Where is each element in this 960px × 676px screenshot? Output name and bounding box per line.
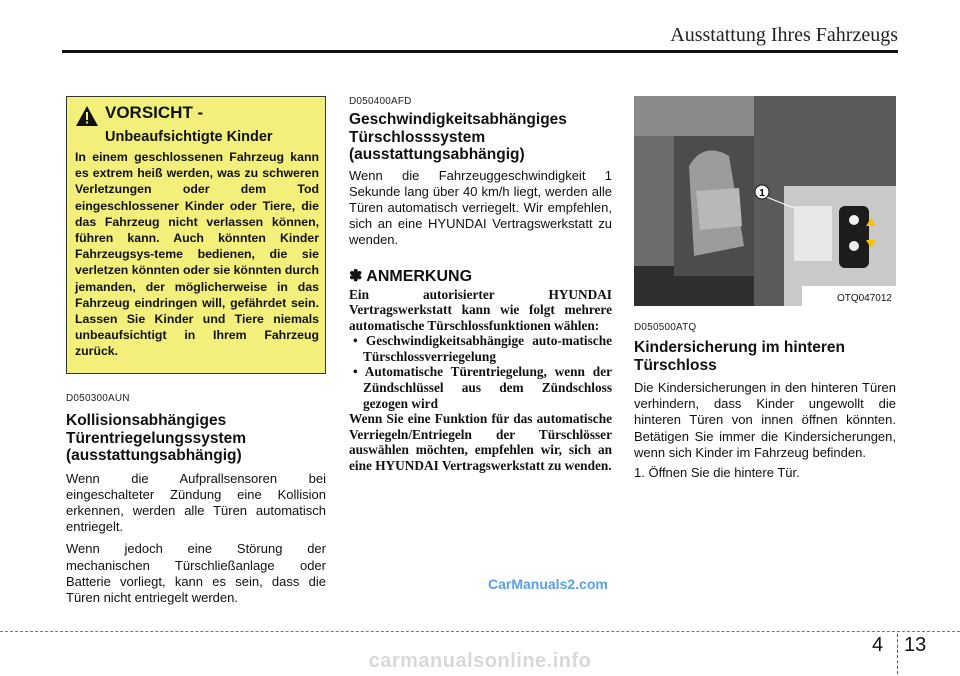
paragraph: Wenn jedoch eine Störung der mechanischen Türschließanlage oder Batterie vorliegt, kann es sein, dass die Türen nicht entriegelt werden. [66, 541, 326, 605]
warning-text: In einem geschlossenen Fahrzeug kann es extrem heiß werden, was zu schweren Verletzungen oder dem Tod eingeschlossener Kinder oder Tiere, die das Fahrzeug nicht verlassen können, führen kann. Auch könnten Kinder Fahrzeugsys-teme bedienen, die sie verletzen könnten oder sie könnten durch jemanden, der möglicherweise in das Fahrzeug eindringen will, gefährdet sein. Lassen Sie Kinder und Tiere niemals unbeaufsichtigt in Ihrem Fahrzeug zurück. [75, 150, 319, 359]
section-code: D050500ATQ [634, 322, 697, 333]
warning-subtitle: Unbeaufsichtigte Kinder [105, 129, 273, 145]
note-title: ✽ ANMERKUNG [349, 267, 473, 285]
warning-box [66, 96, 326, 374]
section-title: Geschwindigkeitsabhängiges Türschlosssystem (ausstattungsabhängig) [349, 111, 567, 163]
chapter-number: 4 [872, 634, 884, 656]
note-intro: Ein autorisierter HYUNDAI Vertragswerkstatt kann wie folgt mehrere automatische Türschlossfunktionen wählen: [349, 286, 612, 333]
paragraph: Wenn die Fahrzeuggeschwindigkeit 1 Sekunde lang über 40 km/h liegt, werden alle Türen automatisch verriegelt. Wir empfehlen, sich an eine HYUNDAI Vertragswerkstatt zu wenden. [349, 167, 612, 248]
watermark-link[interactable]: CarManuals2.com [488, 576, 608, 592]
paragraph: Wenn die Aufprallsensoren bei eingeschalteter Zündung eine Kollision erkennen, werden alle Türen automatisch entriegelt. [66, 470, 326, 535]
child-lock-section [634, 96, 896, 481]
footer-divider [0, 631, 960, 632]
note-list [349, 333, 612, 411]
watermark-footer: carmanualsonline.info [368, 650, 592, 672]
header-rule [62, 50, 898, 53]
note-text [349, 287, 612, 474]
figure-caption: OTQ047012 [836, 293, 892, 304]
header-title: Ausstattung Ihres Fahrzeugs [670, 24, 898, 46]
callout-number: 1 [759, 188, 765, 199]
step-item: 1. Öffnen Sie die hintere Tür. [634, 465, 800, 481]
note-item: • Geschwindigkeitsabhängige auto-matische Türschlossverriegelung [353, 333, 612, 364]
collision-section [66, 393, 326, 606]
section-code: D050400AFD [349, 96, 412, 107]
paragraph: Die Kindersicherungen in den hinteren Türen verhindern, dass Kinder ungewollt die hinteren Türen von innen öffnen könnten. Betätigen Sie immer die Kindersicherungen, wenn sich Kinder im Fahrzeug befinden. [634, 380, 896, 460]
section-title: Kindersicherung im hinteren Türschloss [634, 339, 846, 374]
speed-lock-section [349, 96, 612, 474]
note-outro: Wenn Sie eine Funktion für das automatische Verriegeln/Entriegeln der Türschlösser auswählen möchten, empfehlen wir, sich an eine HYUNDAI Vertragswerkstatt zu wenden. [349, 411, 612, 474]
warning-title: VORSICHT - [105, 103, 204, 122]
section-title: Kollisionsabhängiges Türentriegelungssystem (ausstattungsabhängig) [66, 412, 247, 464]
warning-triangle-icon [75, 105, 99, 127]
page-number: 13 [904, 634, 927, 656]
van-interior-illustration [634, 96, 896, 306]
note-item: • Automatische Türentriegelung, wenn der Zündschlüssel aus dem Zündschloss gezogen wird [353, 364, 612, 411]
section-code: D050300AUN [66, 393, 130, 404]
van-door-photo [634, 96, 896, 306]
